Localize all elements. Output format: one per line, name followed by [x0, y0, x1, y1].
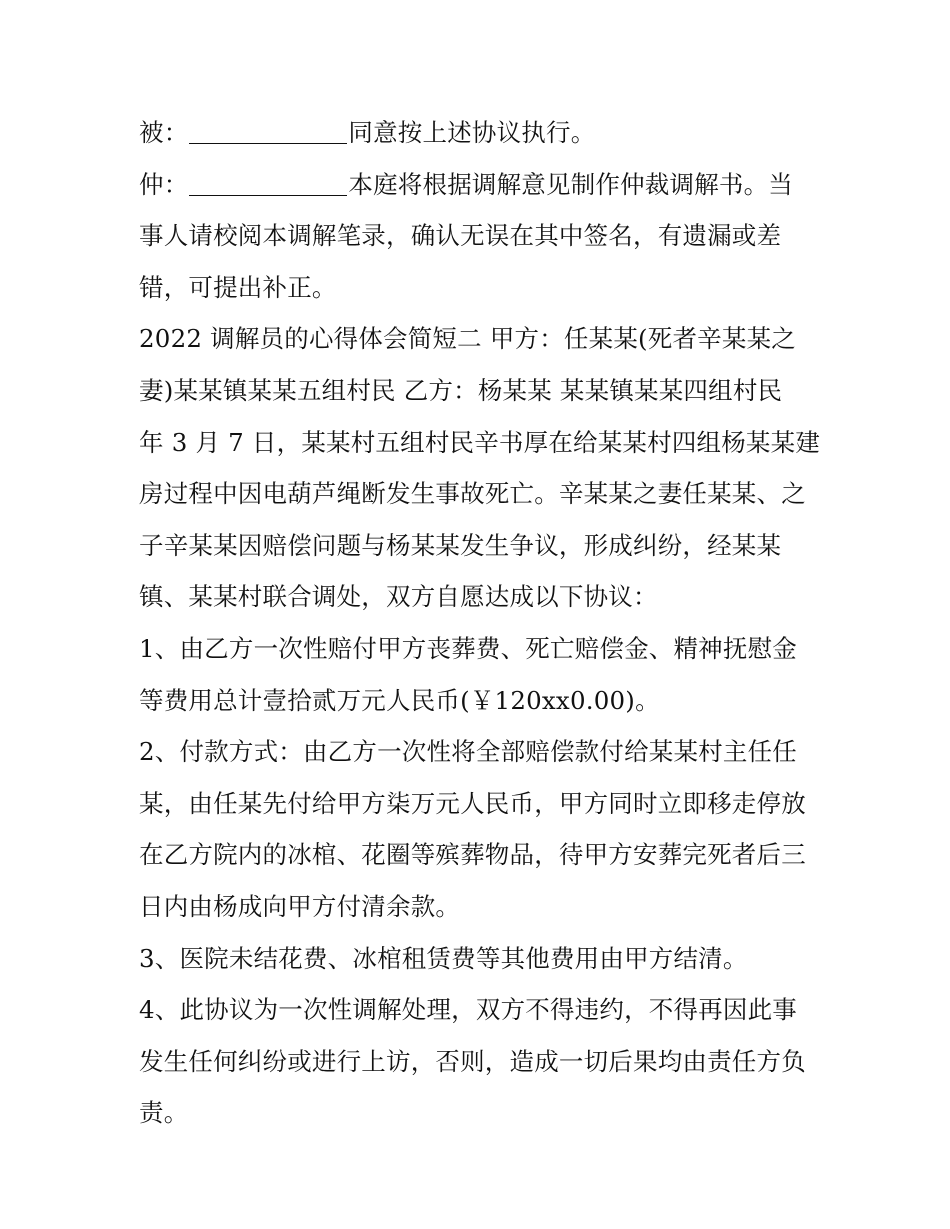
- text-line-content: 镇、某某村联合调处，双方自愿达成以下协议：: [139, 582, 658, 612]
- signature-blank: [189, 169, 347, 196]
- text-line: [139, 520, 819, 572]
- text-line-content: 在乙方院内的冰棺、花圈等殡葬物品，待甲方安葬完死者后三: [139, 840, 806, 870]
- text-line: [139, 829, 819, 881]
- text-line: [139, 984, 819, 1036]
- text-line-content: 子辛某某因赔偿问题与杨某某发生争议，形成纠纷，经某某: [139, 530, 782, 560]
- text-line: [139, 159, 819, 211]
- text-line-content: 责。: [139, 1098, 189, 1128]
- text-line-content: 妻)某某镇某某五组村民 乙方：杨某某 某某镇某某四组村民: [139, 375, 783, 405]
- text-line-content: 某，由任某先付给甲方柒万元人民币，甲方同时立即移走停放: [139, 788, 806, 818]
- text-line-content: 被：: [139, 118, 189, 147]
- text-line: [139, 778, 819, 830]
- text-line-continuation: 本庭将根据调解意见制作仲裁调解书。当: [348, 169, 794, 199]
- text-line-content: 2、付款方式：由乙方一次性将全部赔偿款付给某某村主任任: [139, 737, 797, 767]
- text-line: [139, 210, 819, 262]
- text-line-continuation: 同意按上述协议执行。: [348, 118, 596, 147]
- text-line: [139, 417, 819, 469]
- text-line-content: 2022 调解员的心得体会简短二 甲方：任某某(死者辛某某之: [139, 324, 796, 354]
- signature-blank: [189, 117, 347, 144]
- text-line-content: 仲：: [139, 169, 189, 199]
- text-line-content: 1、由乙方一次性赔付甲方丧葬费、死亡赔偿金、精神抚慰金: [139, 633, 797, 663]
- text-line: [139, 1087, 819, 1139]
- text-line: [139, 571, 819, 623]
- text-line-content: 发生任何纠纷或进行上访，否则，造成一切后果均由责任方负: [139, 1046, 806, 1076]
- text-line: [139, 675, 819, 727]
- text-line: [139, 365, 819, 417]
- text-line: [139, 468, 819, 520]
- document-body: [139, 107, 819, 1139]
- text-line: [139, 881, 819, 933]
- text-line: [139, 313, 819, 365]
- text-line: [139, 933, 819, 985]
- text-line: [139, 623, 819, 675]
- text-line-content: 日内由杨成向甲方付清余款。: [139, 891, 461, 921]
- text-line: [139, 726, 819, 778]
- text-line-content: 房过程中因电葫芦绳断发生事故死亡。辛某某之妻任某某、之: [139, 479, 806, 509]
- text-line: [139, 1036, 819, 1088]
- text-line-content: 4、此协议为一次性调解处理，双方不得违约，不得再因此事: [139, 995, 797, 1025]
- text-line-content: 等费用总计壹拾贰万元人民币(￥120xx0.00)。: [139, 685, 660, 715]
- text-line: [139, 262, 819, 314]
- text-line-content: 错，可提出补正。: [139, 272, 337, 302]
- text-line-content: 事人请校阅本调解笔录，确认无误在其中签名，有遗漏或差: [139, 221, 782, 251]
- text-line-content: 年 3 月 7 日，某某村五组村民辛书厚在给某某村四组杨某某建: [139, 427, 821, 457]
- text-line-content: 3、医院未结花费、冰棺租赁费等其他费用由甲方结清。: [139, 943, 748, 973]
- text-line: [139, 107, 819, 159]
